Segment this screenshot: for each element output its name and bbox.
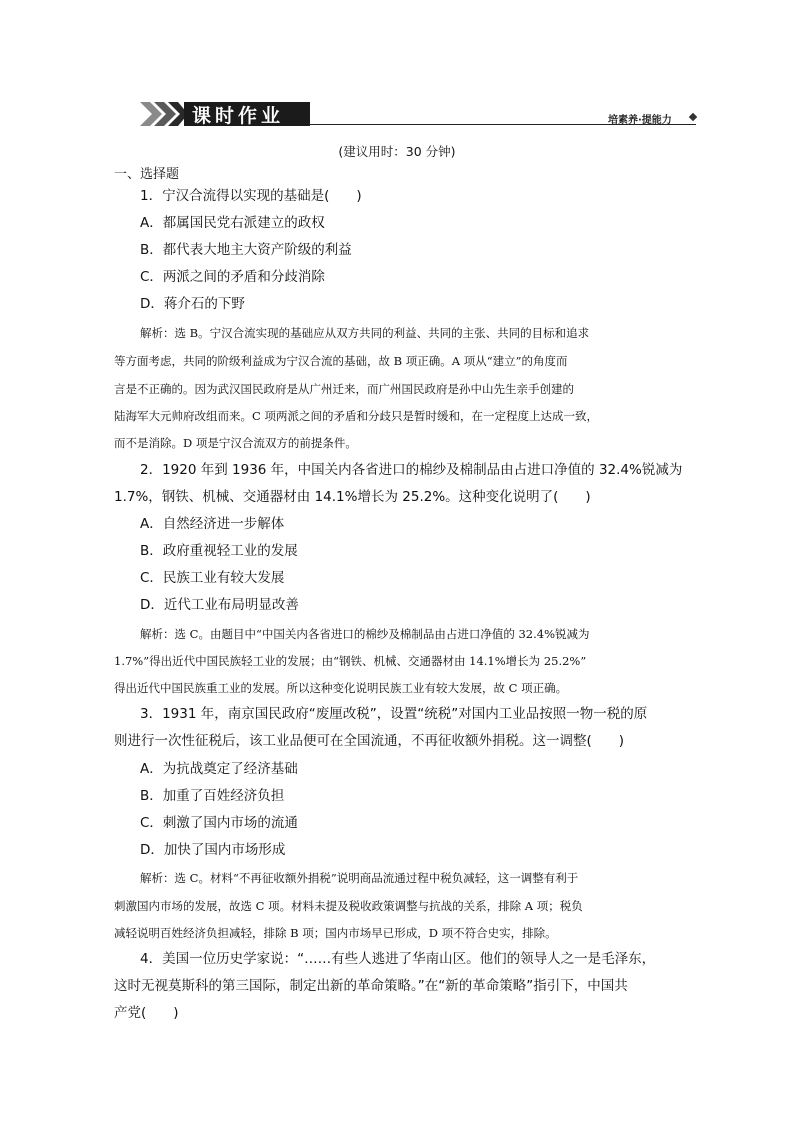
question-4-stem: 产党( ): [114, 1005, 179, 1021]
analysis-1-line: 陆海军大元帅府改组而来。C 项两派之间的矛盾和分歧只是暂时缓和，在一定程度上达成一致，: [114, 409, 598, 423]
analysis-1-line: 言是不正确的。因为武汉国民政府是从广州迁来，而广州国民政府是孙中山先生亲手创建的: [114, 382, 574, 396]
time-note: (建议用时：30 分钟): [338, 144, 456, 159]
analysis-2-line: 1.7%”得出近代中国民族轻工业的发展；由“钢铁、机械、交通器材由 14.1%增长为 25.2%”: [114, 654, 587, 668]
question-2-stem: 2．1920 年到 1936 年，中国关内各省进口的棉纱及棉制品由占进口净值的 32.4%锐减为: [140, 462, 683, 478]
section-banner: [140, 100, 310, 128]
analysis-1-line: 等方面考虑，共同的阶级利益成为宁汉合流的基础，故 B 项正确。A 项从“建立”的角度而: [114, 354, 568, 368]
analysis-2-line: 解析：选 C。由题目中“中国关内各省进口的棉纱及棉制品由占进口净值的 32.4%锐减为: [140, 627, 590, 641]
question-2-option-a: A．自然经济进一步解体: [140, 516, 285, 532]
banner-title: 课时作业: [192, 105, 285, 127]
question-3-stem: 则进行一次性征税后，该工业品便可在全国流通，不再征收额外捐税。这一调整( ): [114, 733, 625, 749]
question-3-stem: 3．1931 年，南京国民政府“废厘改税”，设置“统税”对国内工业品按照一物一税的原: [140, 706, 648, 722]
chevron-arrows-icon: [140, 100, 188, 128]
question-3-option-b: B．加重了百姓经济负担: [140, 788, 285, 804]
question-2-option-b: B．政府重视轻工业的发展: [140, 543, 298, 559]
question-3-option-a: A．为抗战奠定了经济基础: [140, 761, 298, 777]
section-title: 一、选择题: [114, 167, 180, 182]
question-1-option-c: C．两派之间的矛盾和分歧消除: [140, 269, 325, 285]
diamond-icon: [689, 113, 697, 121]
question-1-option-b: B．都代表大地主大资产阶级的利益: [140, 242, 352, 258]
question-4-stem: 4．美国一位历史学家说：“……有些人逃进了华南山区。他们的领导人之一是毛泽东，: [140, 951, 656, 967]
question-2-option-d: D．近代工业布局明显改善: [140, 597, 299, 613]
question-2-stem: 1.7%，钢铁、机械、交通器材由 14.1%增长为 25.2%。这种变化说明了( ): [114, 489, 591, 505]
question-4-stem: 这时无视莫斯科的第三国际，制定出新的革命策略。”在“新的革命策略”指引下，中国共: [114, 978, 628, 994]
analysis-3-line: 解析：选 C。材料“不再征收额外捐税”说明商品流通过程中税负减轻，这一调整有利于: [140, 871, 579, 885]
question-1-option-d: D．蒋介石的下野: [140, 296, 245, 312]
header-tagline: 培素养·提能力: [608, 115, 672, 126]
analysis-1-line: 而不是消除。D 项是宁汉合流双方的前提条件。: [114, 436, 357, 450]
analysis-3-line: 减轻说明百姓经济负担减轻，排除 B 项；国内市场早已形成，D 项不符合史实，排除。: [114, 926, 557, 940]
question-1-option-a: A．都属国民党右派建立的政权: [140, 215, 325, 231]
analysis-1-line: 解析：选 B。宁汉合流实现的基础应从双方共同的利益、共同的主张、共同的目标和追求: [140, 326, 590, 340]
question-3-option-c: C．刺激了国内市场的流通: [140, 815, 298, 831]
question-1-stem: 1．宁汉合流得以实现的基础是( ): [140, 188, 362, 204]
analysis-2-line: 得出近代中国民族重工业的发展。所以这种变化说明民族工业有较大发展，故 C 项正确。: [114, 681, 568, 695]
question-2-option-c: C．民族工业有较大发展: [140, 570, 285, 586]
question-3-option-d: D．加快了国内市场形成: [140, 842, 286, 858]
analysis-3-line: 刺激国内市场的发展，故选 C 项。材料未提及税收政策调整与抗战的关系，排除 A 项；税负: [114, 899, 583, 913]
